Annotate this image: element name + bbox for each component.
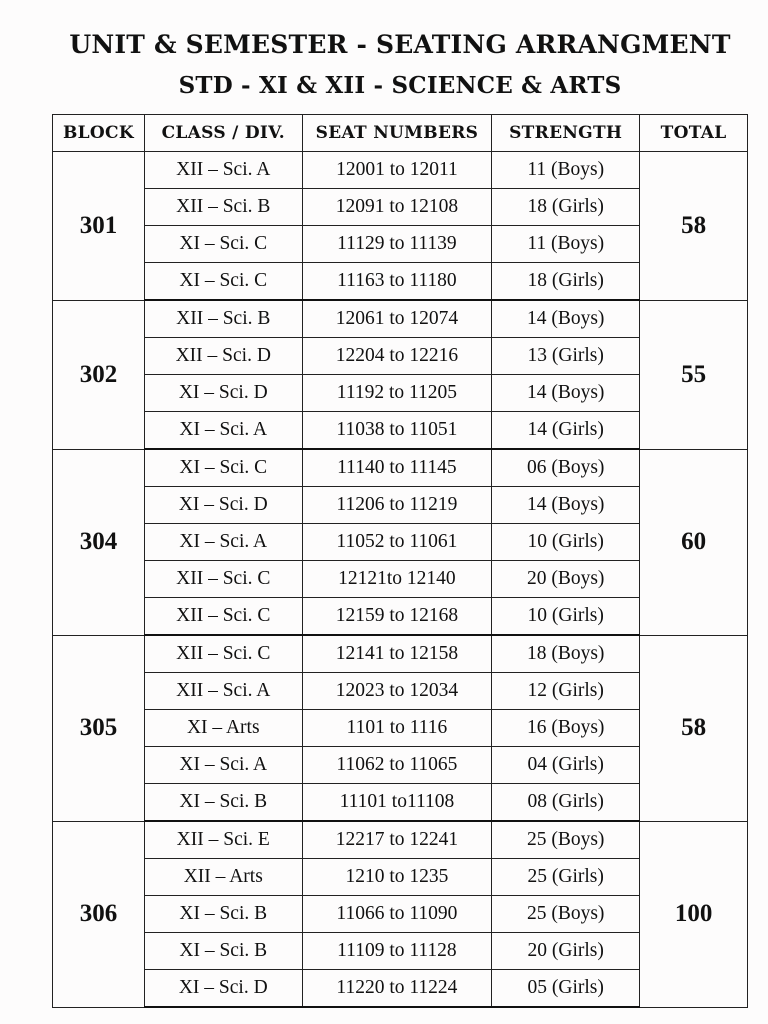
class-division-cell: XII – Sci. C — [144, 635, 302, 673]
block-total: 55 — [640, 300, 748, 449]
strength-cell: 10 (Girls) — [492, 598, 640, 636]
class-division-cell: XII – Sci. A — [144, 152, 302, 189]
page-title: UNIT & SEMESTER - SEATING ARRANGMENT — [69, 30, 731, 59]
class-division-cell: XI – Sci. D — [144, 487, 302, 524]
seat-numbers-cell: 12023 to 12034 — [302, 673, 492, 710]
class-division-cell: XI – Sci. A — [144, 412, 302, 450]
strength-cell: 11 (Boys) — [492, 226, 640, 263]
strength-cell: 25 (Boys) — [492, 821, 640, 859]
block-total: 58 — [640, 635, 748, 821]
strength-cell: 08 (Girls) — [492, 784, 640, 822]
seat-numbers-cell: 12091 to 12108 — [302, 189, 492, 226]
table-row — [53, 300, 748, 338]
strength-cell: 18 (Girls) — [492, 189, 640, 226]
table-row — [53, 449, 748, 487]
strength-cell: 18 (Boys) — [492, 635, 640, 673]
seat-numbers-cell: 12217 to 12241 — [302, 821, 492, 859]
seat-numbers-cell: 11062 to 11065 — [302, 747, 492, 784]
seat-numbers-cell: 11052 to 11061 — [302, 524, 492, 561]
seat-numbers-cell: 1101 to 1116 — [302, 710, 492, 747]
class-division-cell: XI – Sci. C — [144, 263, 302, 301]
strength-cell: 14 (Boys) — [492, 300, 640, 338]
seating-table — [52, 114, 748, 1008]
header-strength: STRENGTH — [492, 115, 640, 152]
strength-cell: 25 (Girls) — [492, 859, 640, 896]
strength-cell: 11 (Boys) — [492, 152, 640, 189]
strength-cell: 16 (Boys) — [492, 710, 640, 747]
seat-numbers-cell: 11140 to 11145 — [302, 449, 492, 487]
class-division-cell: XII – Sci. C — [144, 561, 302, 598]
class-division-cell: XII – Arts — [144, 859, 302, 896]
header-block: BLOCK — [53, 115, 145, 152]
class-division-cell: XII – Sci. B — [144, 300, 302, 338]
seat-numbers-cell: 12061 to 12074 — [302, 300, 492, 338]
class-division-cell: XI – Sci. B — [144, 933, 302, 970]
seat-numbers-cell: 11220 to 11224 — [302, 970, 492, 1008]
seat-numbers-cell: 12159 to 12168 — [302, 598, 492, 636]
seat-numbers-cell: 12001 to 12011 — [302, 152, 492, 189]
seat-numbers-cell: 11101 to11108 — [302, 784, 492, 822]
seat-numbers-cell: 11038 to 11051 — [302, 412, 492, 450]
strength-cell: 05 (Girls) — [492, 970, 640, 1008]
table-row — [53, 821, 748, 859]
header-seat-numbers: SEAT NUMBERS — [302, 115, 492, 152]
class-division-cell: XI – Sci. C — [144, 226, 302, 263]
header-total: TOTAL — [640, 115, 748, 152]
header-row — [53, 115, 748, 152]
strength-cell: 14 (Boys) — [492, 375, 640, 412]
strength-cell: 06 (Boys) — [492, 449, 640, 487]
strength-cell: 10 (Girls) — [492, 524, 640, 561]
seat-numbers-cell: 11163 to 11180 — [302, 263, 492, 301]
class-division-cell: XI – Sci. A — [144, 747, 302, 784]
strength-cell: 18 (Girls) — [492, 263, 640, 301]
seat-numbers-cell: 11206 to 11219 — [302, 487, 492, 524]
class-division-cell: XI – Sci. A — [144, 524, 302, 561]
seat-numbers-cell: 11192 to 11205 — [302, 375, 492, 412]
class-division-cell: XI – Arts — [144, 710, 302, 747]
class-division-cell: XII – Sci. B — [144, 189, 302, 226]
seat-numbers-cell: 1210 to 1235 — [302, 859, 492, 896]
strength-cell: 14 (Girls) — [492, 412, 640, 450]
block-number: 305 — [53, 635, 145, 821]
class-division-cell: XI – Sci. D — [144, 375, 302, 412]
block-total: 60 — [640, 449, 748, 635]
seat-numbers-cell: 11109 to 11128 — [302, 933, 492, 970]
strength-cell: 12 (Girls) — [492, 673, 640, 710]
strength-cell: 20 (Girls) — [492, 933, 640, 970]
block-number: 301 — [53, 152, 145, 301]
header-class: CLASS / DIV. — [144, 115, 302, 152]
strength-cell: 25 (Boys) — [492, 896, 640, 933]
class-division-cell: XI – Sci. B — [144, 784, 302, 822]
seat-numbers-cell: 12141 to 12158 — [302, 635, 492, 673]
block-total: 100 — [640, 821, 748, 1007]
class-division-cell: XII – Sci. C — [144, 598, 302, 636]
strength-cell: 20 (Boys) — [492, 561, 640, 598]
strength-cell: 13 (Girls) — [492, 338, 640, 375]
class-division-cell: XI – Sci. C — [144, 449, 302, 487]
table-row — [53, 635, 748, 673]
table-body — [53, 152, 748, 1008]
seat-numbers-cell: 12121to 12140 — [302, 561, 492, 598]
class-division-cell: XII – Sci. D — [144, 338, 302, 375]
seat-numbers-cell: 11066 to 11090 — [302, 896, 492, 933]
strength-cell: 14 (Boys) — [492, 487, 640, 524]
class-division-cell: XII – Sci. A — [144, 673, 302, 710]
seat-numbers-cell: 12204 to 12216 — [302, 338, 492, 375]
strength-cell: 04 (Girls) — [492, 747, 640, 784]
block-number: 302 — [53, 300, 145, 449]
block-number: 304 — [53, 449, 145, 635]
class-division-cell: XI – Sci. D — [144, 970, 302, 1008]
block-total: 58 — [640, 152, 748, 301]
class-division-cell: XI – Sci. B — [144, 896, 302, 933]
block-number: 306 — [53, 821, 145, 1007]
page-subtitle: STD - XI & XII - SCIENCE & ARTS — [178, 72, 622, 99]
table-row — [53, 152, 748, 189]
class-division-cell: XII – Sci. E — [144, 821, 302, 859]
seat-numbers-cell: 11129 to 11139 — [302, 226, 492, 263]
